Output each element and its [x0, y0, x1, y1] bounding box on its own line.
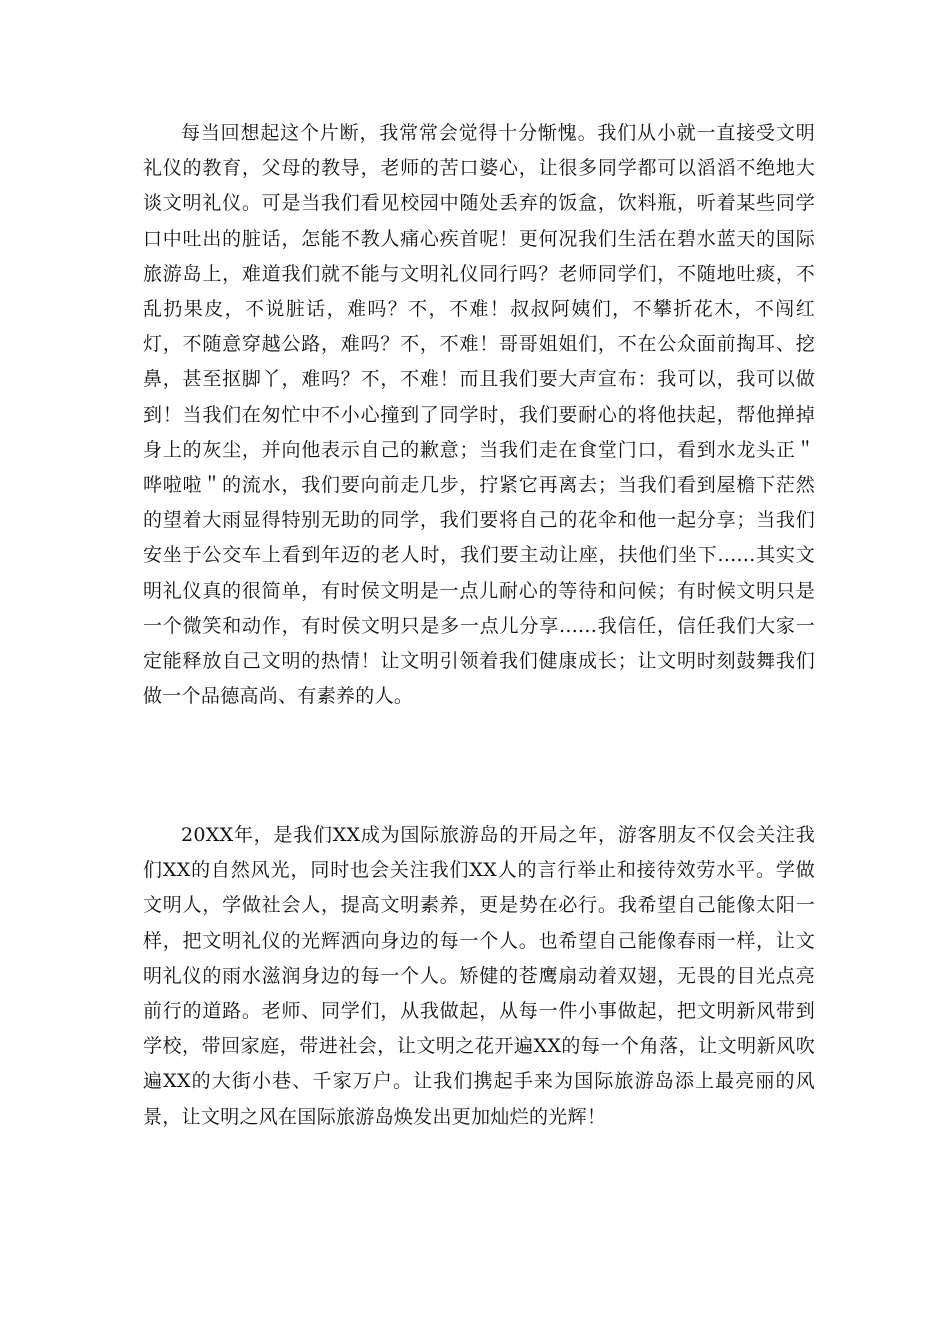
paragraph-2: 20XX年，是我们XX成为国际旅游岛的开局之年，游客朋友不仅会关注我们XX的自然风光，同时也会关注我们XX人的言行举止和接待效劳水平。学做文明人，学做社会人，提高文明素养，更是势在必行。我希望自己能像太阳一样，把文明礼仪的光辉洒向身边的每一个人。也希望自己能像春雨一样，让文明礼仪的雨水滋润身边的每一个人。矫健的苍鹰扇动着双翅，无畏的目光点亮前行的道路。老师、同学们，从我做起，从每一件小事做起，把文明新风带到学校，带回家庭，带进社会，让文明之花开遍XX的每一个角落，让文明新风吹遍XX的大街小巷、千家万户。让我们携起手来为国际旅游岛添上最亮丽的风景，让文明之风在国际旅游岛焕发出更加灿烂的光辉！: [143, 824, 815, 1128]
paragraph-1: 每当回想起这个片断，我常常会觉得十分惭愧。我们从小就一直接受文明礼仪的教育，父母的教导，老师的苦口婆心，让很多同学都可以滔滔不绝地大谈文明礼仪。可是当我们看见校园中随处丢弃的饭盒，饮料瓶，听着某些同学口中吐出的脏话，怎能不教人痛心疾首呢！更何况我们生活在碧水蓝天的国际旅游岛上，难道我们就不能与文明礼仪同行吗？老师同学们，不随地吐痰，不乱扔果皮，不说脏话，难吗？不，不难！叔叔阿姨们，不攀折花木，不闯红灯，不随意穿越公路，难吗？不，不难！哥哥姐姐们，不在公众面前掏耳、挖鼻，甚至抠脚丫，难吗？不，不难！而且我们要大声宣布：我可以，我可以做到！当我们在匆忙中不小心撞到了同学时，我们要耐心的将他扶起，帮他掸掉身上的灰尘，并向他表示自己的歉意；当我们走在食堂门口，看到水龙头正＂哗啦啦＂的流水，我们要向前走几步，拧紧它再离去；当我们看到屋檐下茫然的望着大雨显得特别无助的同学，我们要将自己的花伞和他一起分享；当我们安坐于公交车上看到年迈的老人时，我们要主动让座，扶他们坐下......其实文明礼仪真的很简单，有时侯文明是一点儿耐心的等待和问候；有时候文明只是一个微笑和动作，有时侯文明只是多一点儿分享......我信任，信任我们大家一定能释放自己文明的热情！让文明引领着我们健康成长；让文明时刻鼓舞我们做一个品德高尚、有素养的人。: [143, 122, 815, 708]
